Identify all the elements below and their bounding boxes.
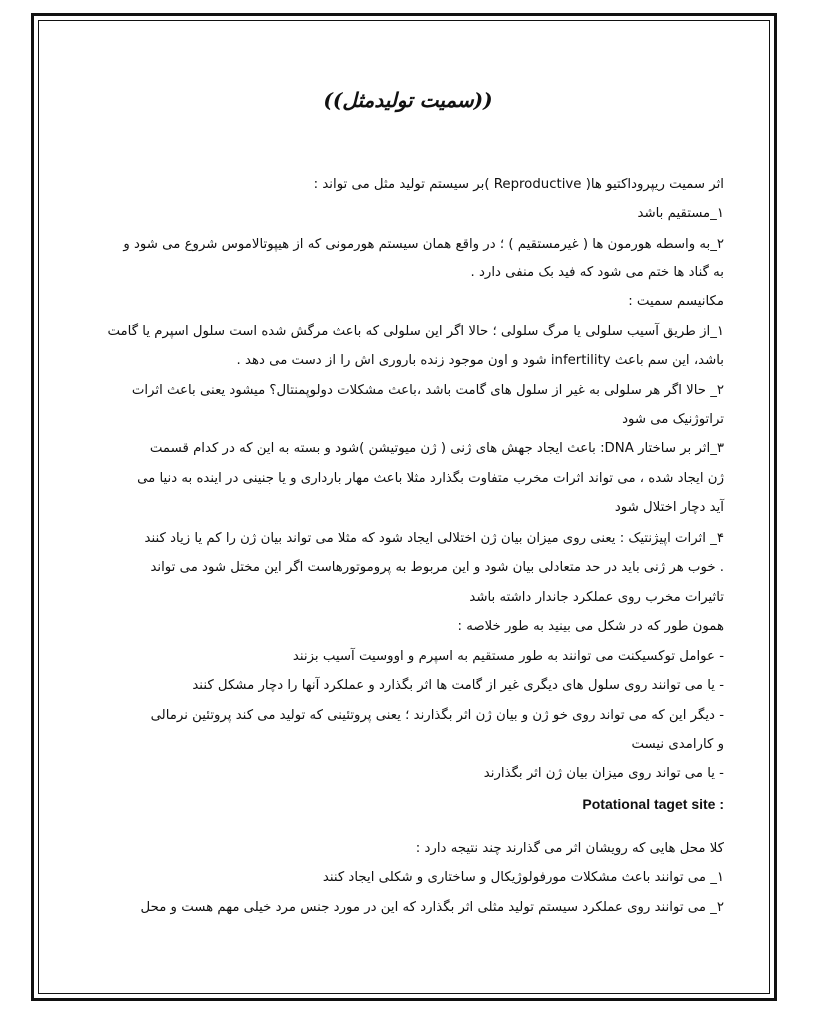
text-line: اثر سمیت ریپروداکتیو ها( Reproductive )بر سیستم تولید مثل می تواند : — [313, 177, 724, 192]
text-line: ۲_ حالا اگر هر سلولی به غیر از سلول های گامت باشد ،باعث مشکلات دولوپمنتال؟ میشود یعنی باعث اثرات — [131, 383, 724, 398]
text-line: مکانیسم سمیت : — [628, 294, 724, 309]
text-line: تراتوژنیک می شود — [622, 412, 724, 427]
text-line: ۱_از طریق آسیب سلولی یا مرگ سلولی ؛ حالا اگر این سلولی که باعث مرگش شده است سلول اسپرم یا گامت — [107, 324, 724, 339]
text-line: ۱_مستقیم باشد — [637, 206, 724, 221]
text-line: ۲_به واسطه هورمون ها ( غیرمستقیم ) ؛ در واقع همان سیستم هورمونی که از هیپوتالاموس شروع می شود و — [123, 237, 724, 252]
list-item: ۲_ می توانند روی عملکرد سیستم تولید مثلی اثر بگذارد که این در مورد جنس مرد خیلی مهم هست و محل — [140, 900, 724, 915]
text-line: ۴_ اثرات اپیژنتیک : یعنی روی میزان بیان ژن اختلالی ایجاد شود که مثلا می تواند بیان ژن را کم یا زیاد کنند — [144, 531, 724, 546]
list-item: - دیگر این که می تواند روی خو ژن و بیان ژن اثر بگذارند ؛ یعنی پروتئینی که تولید می کند پروتئین نرمالی — [150, 708, 724, 723]
list-item: ۱_ می توانند باعث مشکلات مورفولوژیکال و ساختاری و شکلی ایجاد کنند — [322, 870, 724, 885]
text-line: تاثیرات مخرب روی عملکرد جاندار داشته باشد — [469, 590, 724, 605]
list-item: - یا می توانند روی سلول های دیگری غیر از گامت ها اثر بگذارد و عملکرد آنها را دچار مشکل کنند — [192, 678, 724, 693]
text-line: باشد، این سم باعث infertility شود و اون موجود زنده باروری اش را از دست می دهد . — [236, 353, 724, 368]
text-line: آید دچار اختلال شود — [614, 500, 724, 515]
text-line: همون طور که در شکل می بینید به طور خلاصه : — [457, 619, 724, 634]
list-item: - عوامل توکسیکنت می توانند به طور مستقیم به اسپرم و اووسیت آسیب بزنند — [292, 649, 724, 664]
section-heading: Potational taget site : — [582, 796, 724, 812]
list-item: - یا می تواند روی میزان بیان ژن اثر بگذارند — [483, 766, 724, 781]
text-line: ۳_اثر بر ساختار DNA: باعث ایجاد جهش های ژنی ( ژن میوتیشن )شود و بسته به این که در کدام قسمت — [149, 441, 724, 456]
text-line: ژن ایجاد شده ، می تواند اثرات مخرب متفاوت بگذارد مثلا باعث مهار بارداری و یا جنینی در اینده به دنیا می — [137, 471, 724, 486]
text-line: کلا محل هایی که رویشان اثر می گذارند چند نتیجه دارد : — [415, 841, 724, 856]
page-title: ((سمیت تولیدمثل)) — [323, 88, 493, 112]
text-line: و کارامدی نیست — [631, 737, 724, 752]
text-line: به گناد ها ختم می شود که فید بک منفی دارد . — [470, 265, 724, 280]
text-line: . خوب هر ژنی باید در حد متعادلی بیان شود و این مربوط به پروموتورهاست اگر این مختل شود می تواند — [150, 560, 724, 575]
